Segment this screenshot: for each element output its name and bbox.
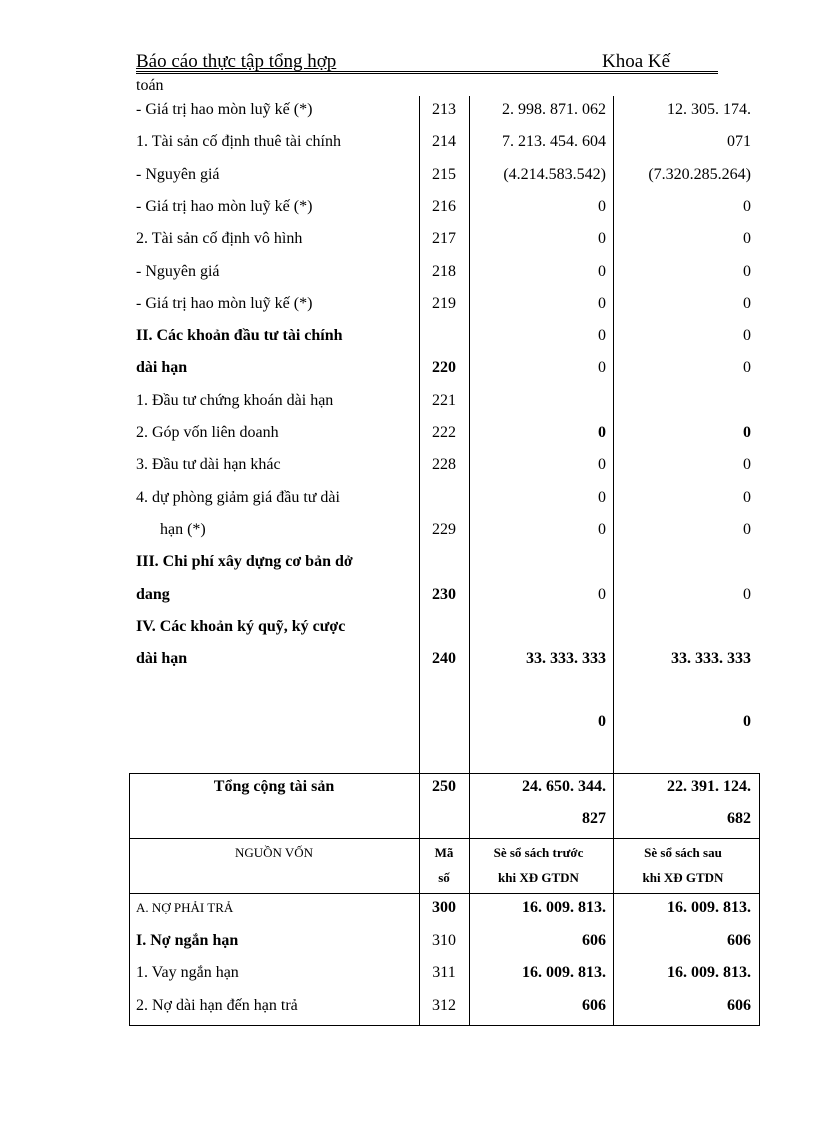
- asset-row-label: - Nguyên giá: [136, 263, 220, 280]
- capital-rows-top-rule: [129, 893, 760, 894]
- asset-row-after: 0: [743, 489, 751, 506]
- asset-row-label: 2. Tài sản cố định vô hình: [136, 230, 303, 247]
- asset-row-after: 12. 305. 174.: [667, 101, 751, 118]
- asset-row-before: 0: [598, 586, 606, 603]
- header-continuation: toán: [136, 77, 164, 94]
- asset-row-code: 220: [432, 359, 456, 376]
- capital-row-after: 606: [727, 997, 751, 1014]
- column-rule: [613, 96, 614, 1026]
- asset-row-after: 0: [743, 521, 751, 538]
- asset-row-before: 33. 333. 333: [526, 650, 606, 667]
- capital-row-label: I. Nợ ngắn hạn: [136, 932, 239, 949]
- asset-row-before: 0: [598, 198, 606, 215]
- department-title: Khoa Kế: [602, 51, 671, 72]
- asset-row-after: 0: [743, 424, 751, 441]
- capital-header-before-2: khi XĐ GTDN: [498, 870, 579, 885]
- asset-row-label: IV. Các khoản ký quỹ, ký cược: [136, 618, 346, 635]
- asset-row-label: dang: [136, 586, 170, 603]
- asset-row-code: 217: [432, 230, 456, 247]
- capital-header-top-rule: [129, 838, 760, 839]
- asset-row-code: 213: [432, 101, 456, 118]
- asset-row-before: 0: [598, 230, 606, 247]
- asset-row-label: II. Các khoản đầu tư tài chính: [136, 327, 343, 344]
- asset-row-before: 0: [598, 359, 606, 376]
- asset-row-code: 222: [432, 424, 456, 441]
- asset-row-label: dài hạn: [136, 650, 188, 667]
- asset-row-code: 229: [432, 521, 456, 538]
- capital-header-label: NGUỒN VỐN: [234, 845, 314, 860]
- asset-row-after: 0: [743, 198, 751, 215]
- total-code: 250: [432, 778, 456, 795]
- asset-row-label: - Giá trị hao mòn luỹ kế (*): [136, 198, 313, 215]
- capital-row-after: 16. 009. 813.: [667, 899, 751, 916]
- asset-row-code: 240: [432, 650, 456, 667]
- asset-row-label: hạn (*): [160, 521, 206, 538]
- asset-row-before: (4.214.583.542): [503, 166, 606, 183]
- extra-row-before: 0: [598, 713, 606, 730]
- report-title: Báo cáo thực tập tổng hợp: [136, 51, 337, 72]
- table-bottom-rule: [129, 1025, 760, 1026]
- asset-row-before: 0: [598, 456, 606, 473]
- asset-row-code: 230: [432, 586, 456, 603]
- asset-row-code: 216: [432, 198, 456, 215]
- capital-row-code: 300: [432, 899, 456, 916]
- extra-row-after: 0: [743, 713, 751, 730]
- total-before-line2: 827: [582, 810, 606, 827]
- capital-row-after: 606: [727, 932, 751, 949]
- capital-row-code: 311: [432, 964, 456, 981]
- asset-row-code: 219: [432, 295, 456, 312]
- column-rule: [469, 96, 470, 1026]
- asset-row-before: 7. 213. 454. 604: [502, 133, 606, 150]
- capital-row-label: 2. Nợ dài hạn đến hạn trả: [136, 997, 298, 1014]
- capital-row-before: 16. 009. 813.: [522, 899, 606, 916]
- asset-row-label: 1. Đầu tư chứng khoán dài hạn: [136, 392, 334, 409]
- asset-row-label: - Giá trị hao mòn luỹ kế (*): [136, 101, 313, 118]
- asset-row-before: 0: [598, 263, 606, 280]
- capital-row-code: 310: [432, 932, 456, 949]
- asset-row-after: 33. 333. 333: [671, 650, 751, 667]
- header-rule: [136, 71, 718, 72]
- asset-row-after: 0: [743, 359, 751, 376]
- asset-row-before: 0: [598, 489, 606, 506]
- asset-row-before: 0: [598, 521, 606, 538]
- asset-row-label: - Giá trị hao mòn luỹ kế (*): [136, 295, 313, 312]
- table-right-rule: [759, 773, 760, 1026]
- asset-row-label: 3. Đầu tư dài hạn khác: [136, 456, 281, 473]
- capital-row-code: 312: [432, 997, 456, 1014]
- asset-row-after: 0: [743, 586, 751, 603]
- capital-row-label: 1. Vay ngắn hạn: [136, 964, 239, 981]
- asset-row-after: 0: [743, 295, 751, 312]
- capital-row-before: 16. 009. 813.: [522, 964, 606, 981]
- table-left-rule: [129, 773, 130, 1026]
- asset-row-code: 221: [432, 392, 456, 409]
- asset-row-label: 1. Tài sản cố định thuê tài chính: [136, 133, 341, 150]
- asset-row-after: 0: [743, 456, 751, 473]
- capital-header-code-1: Mã: [434, 845, 454, 860]
- header-rule-double: [136, 73, 718, 74]
- asset-row-after: 0: [743, 327, 751, 344]
- asset-row-before: 2. 998. 871. 062: [502, 101, 606, 118]
- total-after-line1: 22. 391. 124.: [667, 778, 751, 795]
- column-rule: [419, 96, 420, 1026]
- asset-row-label: III. Chi phí xây dựng cơ bản dở: [136, 553, 353, 570]
- asset-row-label: dài hạn: [136, 359, 188, 376]
- total-label: Tổng cộng tài sản: [213, 778, 335, 795]
- capital-row-label: A. NỢ PHẢI TRẢ: [136, 900, 234, 915]
- capital-header-after-1: Sè sổ sách sau: [644, 845, 722, 860]
- asset-row-after: 071: [727, 133, 751, 150]
- capital-header-code-2: số: [438, 870, 450, 885]
- capital-row-before: 606: [582, 997, 606, 1014]
- asset-row-before: 0: [598, 424, 606, 441]
- asset-row-code: 214: [432, 133, 456, 150]
- capital-header-before-1: Sè sổ sách trước: [493, 845, 584, 860]
- total-top-rule: [129, 773, 760, 774]
- asset-row-label: - Nguyên giá: [136, 166, 220, 183]
- asset-row-label: 4. dự phòng giảm giá đầu tư dài: [136, 489, 340, 506]
- asset-row-before: 0: [598, 295, 606, 312]
- asset-row-before: 0: [598, 327, 606, 344]
- asset-row-after: 0: [743, 230, 751, 247]
- capital-row-after: 16. 009. 813.: [667, 964, 751, 981]
- total-after-line2: 682: [727, 810, 751, 827]
- asset-row-after: (7.320.285.264): [648, 166, 751, 183]
- page-header: [136, 52, 718, 72]
- asset-row-code: 218: [432, 263, 456, 280]
- capital-row-before: 606: [582, 932, 606, 949]
- asset-row-code: 228: [432, 456, 456, 473]
- capital-header-after-2: khi XĐ GTDN: [642, 870, 724, 885]
- asset-row-after: 0: [743, 263, 751, 280]
- asset-row-code: 215: [432, 166, 456, 183]
- asset-row-label: 2. Góp vốn liên doanh: [136, 424, 279, 441]
- total-before-line1: 24. 650. 344.: [522, 778, 606, 795]
